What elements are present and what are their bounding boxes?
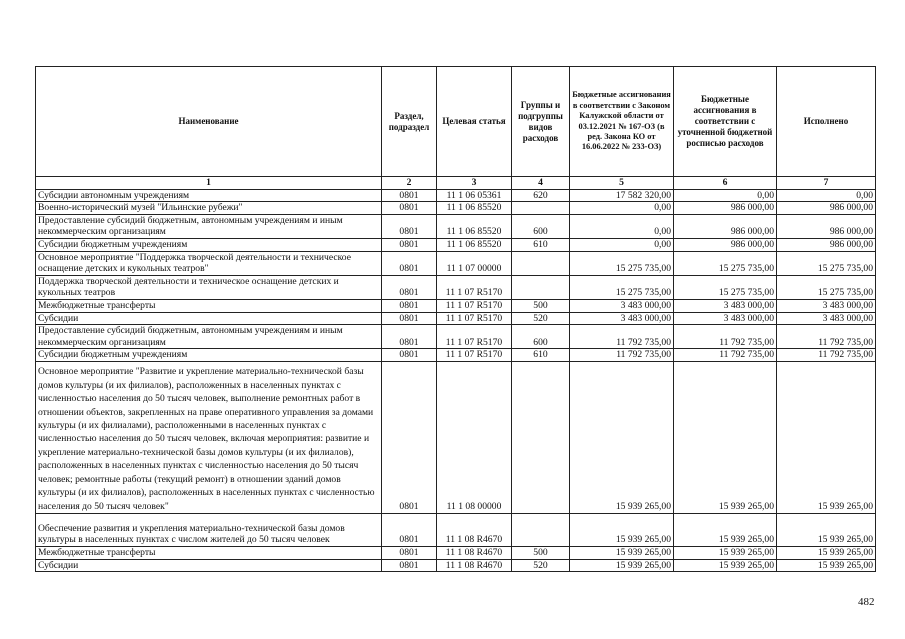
table-row bbox=[36, 361, 876, 513]
row-refined: 986 000,00 bbox=[674, 238, 777, 251]
row-section: 0801 bbox=[382, 275, 437, 299]
row-name: Субсидии автономным учреждениям bbox=[36, 189, 382, 202]
row-section: 0801 bbox=[382, 546, 437, 559]
row-target: 11 1 07 R5170 bbox=[437, 312, 512, 325]
row-section: 0801 bbox=[382, 214, 437, 238]
row-law: 0,00 bbox=[570, 202, 674, 215]
row-section: 0801 bbox=[382, 189, 437, 202]
budget-table bbox=[35, 66, 876, 572]
row-group: 500 bbox=[512, 299, 570, 312]
row-executed: 15 275 735,00 bbox=[777, 251, 876, 275]
row-name: Межбюджетные трансферты bbox=[36, 299, 382, 312]
row-name: Субсидии bbox=[36, 312, 382, 325]
row-refined: 15 939 265,00 bbox=[674, 361, 777, 513]
row-refined: 11 792 735,00 bbox=[674, 325, 777, 349]
row-group: 610 bbox=[512, 238, 570, 251]
row-law: 15 939 265,00 bbox=[570, 546, 674, 559]
row-law: 17 582 320,00 bbox=[570, 189, 674, 202]
row-section: 0801 bbox=[382, 349, 437, 362]
row-executed: 3 483 000,00 bbox=[777, 312, 876, 325]
header-row bbox=[36, 67, 876, 177]
header-assign-refined: Бюджетные ассигнования в соответствии с уточненной бюджетной росписью расходов bbox=[674, 67, 777, 177]
row-executed: 3 483 000,00 bbox=[777, 299, 876, 312]
row-target: 11 1 06 05361 bbox=[437, 189, 512, 202]
row-section: 0801 bbox=[382, 238, 437, 251]
row-group: 610 bbox=[512, 349, 570, 362]
row-refined: 15 275 735,00 bbox=[674, 275, 777, 299]
row-refined: 3 483 000,00 bbox=[674, 312, 777, 325]
row-law: 15 939 265,00 bbox=[570, 361, 674, 513]
row-group: 500 bbox=[512, 546, 570, 559]
row-section: 0801 bbox=[382, 312, 437, 325]
row-target: 11 1 07 R5170 bbox=[437, 299, 512, 312]
row-refined: 986 000,00 bbox=[674, 202, 777, 215]
row-executed: 15 275 735,00 bbox=[777, 275, 876, 299]
row-name: Основное мероприятие "Поддержка творческой деятельности и техническое оснащение детских и кукольных театров" bbox=[36, 251, 382, 275]
row-refined: 986 000,00 bbox=[674, 214, 777, 238]
row-target: 11 1 08 R4670 bbox=[437, 513, 512, 546]
row-refined: 15 275 735,00 bbox=[674, 251, 777, 275]
row-name: Предоставление субсидий бюджетным, автономным учреждениям и иным некоммерческим организациям bbox=[36, 214, 382, 238]
row-target: 11 1 07 R5170 bbox=[437, 325, 512, 349]
table-row bbox=[36, 214, 876, 238]
row-group: 600 bbox=[512, 214, 570, 238]
row-group bbox=[512, 202, 570, 215]
row-law: 0,00 bbox=[570, 214, 674, 238]
header-executed: Исполнено bbox=[777, 67, 876, 177]
column-number-row bbox=[36, 177, 876, 190]
row-target: 11 1 08 R4670 bbox=[437, 546, 512, 559]
header-name: Наименование bbox=[36, 67, 382, 177]
row-name: Субсидии бюджетным учреждениям bbox=[36, 238, 382, 251]
row-executed: 986 000,00 bbox=[777, 214, 876, 238]
row-refined: 11 792 735,00 bbox=[674, 349, 777, 362]
column-number: 3 bbox=[437, 177, 512, 190]
table-row bbox=[36, 559, 876, 572]
row-section: 0801 bbox=[382, 299, 437, 312]
table-row bbox=[36, 312, 876, 325]
row-law: 15 275 735,00 bbox=[570, 251, 674, 275]
row-law: 3 483 000,00 bbox=[570, 312, 674, 325]
row-executed: 0,00 bbox=[777, 189, 876, 202]
row-refined: 0,00 bbox=[674, 189, 777, 202]
row-target: 11 1 06 85520 bbox=[437, 202, 512, 215]
table-row bbox=[36, 275, 876, 299]
table-row bbox=[36, 251, 876, 275]
row-refined: 15 939 265,00 bbox=[674, 546, 777, 559]
row-executed: 11 792 735,00 bbox=[777, 349, 876, 362]
table-row bbox=[36, 349, 876, 362]
table-row bbox=[36, 299, 876, 312]
row-law: 3 483 000,00 bbox=[570, 299, 674, 312]
row-name: Поддержка творческой деятельности и техническое оснащение детских и кукольных театров bbox=[36, 275, 382, 299]
row-name: Предоставление субсидий бюджетным, автономным учреждениям и иным некоммерческим организациям bbox=[36, 325, 382, 349]
row-name: Субсидии бюджетным учреждениям bbox=[36, 349, 382, 362]
row-target: 11 1 06 85520 bbox=[437, 214, 512, 238]
row-group bbox=[512, 251, 570, 275]
row-law: 15 939 265,00 bbox=[570, 559, 674, 572]
header-section: Раздел, подраздел bbox=[382, 67, 437, 177]
row-executed: 15 939 265,00 bbox=[777, 513, 876, 546]
column-number: 5 bbox=[570, 177, 674, 190]
header-groups: Группы и подгруппы видов расходов bbox=[512, 67, 570, 177]
row-law: 15 939 265,00 bbox=[570, 513, 674, 546]
row-refined: 15 939 265,00 bbox=[674, 559, 777, 572]
row-section: 0801 bbox=[382, 559, 437, 572]
row-law: 0,00 bbox=[570, 238, 674, 251]
row-executed: 15 939 265,00 bbox=[777, 546, 876, 559]
row-group: 600 bbox=[512, 325, 570, 349]
row-refined: 15 939 265,00 bbox=[674, 513, 777, 546]
row-target: 11 1 06 85520 bbox=[437, 238, 512, 251]
row-target: 11 1 08 R4670 bbox=[437, 559, 512, 572]
row-executed: 15 939 265,00 bbox=[777, 361, 876, 513]
row-group: 520 bbox=[512, 559, 570, 572]
row-target: 11 1 07 00000 bbox=[437, 251, 512, 275]
page-number: 482 bbox=[858, 596, 875, 608]
column-number: 1 bbox=[36, 177, 382, 190]
row-refined: 3 483 000,00 bbox=[674, 299, 777, 312]
row-executed: 986 000,00 bbox=[777, 202, 876, 215]
table-row bbox=[36, 238, 876, 251]
row-target: 11 1 08 00000 bbox=[437, 361, 512, 513]
row-section: 0801 bbox=[382, 325, 437, 349]
header-assign-law: Бюджетные ассигнования в соответствии с Законом Калужской области от 03.12.2021 № 167-ОЗ (в ред. Закона КО от 16.06.2022 № 233-ОЗ) bbox=[570, 67, 674, 177]
row-law: 11 792 735,00 bbox=[570, 325, 674, 349]
table-row bbox=[36, 513, 876, 546]
column-number: 7 bbox=[777, 177, 876, 190]
row-name: Военно-исторический музей "Ильинские рубежи" bbox=[36, 202, 382, 215]
row-section: 0801 bbox=[382, 202, 437, 215]
row-law: 15 275 735,00 bbox=[570, 275, 674, 299]
column-number: 4 bbox=[512, 177, 570, 190]
table-row bbox=[36, 546, 876, 559]
header-target: Целевая статья bbox=[437, 67, 512, 177]
row-name: Межбюджетные трансферты bbox=[36, 546, 382, 559]
column-number: 2 bbox=[382, 177, 437, 190]
row-name: Субсидии bbox=[36, 559, 382, 572]
row-name: Обеспечение развития и укрепления материально-технической базы домов культуры в населенных пунктах с числом жителей до 50 тысяч человек bbox=[36, 513, 382, 546]
row-target: 11 1 07 R5170 bbox=[437, 275, 512, 299]
row-executed: 15 939 265,00 bbox=[777, 559, 876, 572]
row-executed: 11 792 735,00 bbox=[777, 325, 876, 349]
row-target: 11 1 07 R5170 bbox=[437, 349, 512, 362]
row-executed: 986 000,00 bbox=[777, 238, 876, 251]
table-row bbox=[36, 189, 876, 202]
row-group: 520 bbox=[512, 312, 570, 325]
row-group bbox=[512, 275, 570, 299]
table-row bbox=[36, 202, 876, 215]
row-section: 0801 bbox=[382, 251, 437, 275]
row-law: 11 792 735,00 bbox=[570, 349, 674, 362]
row-section: 0801 bbox=[382, 513, 437, 546]
table-row bbox=[36, 325, 876, 349]
row-group bbox=[512, 513, 570, 546]
row-group bbox=[512, 361, 570, 513]
row-group: 620 bbox=[512, 189, 570, 202]
row-section: 0801 bbox=[382, 361, 437, 513]
row-name: Основное мероприятие "Развитие и укрепление материально-технической базы домов культуры (и их филиалов), расположенных в населенных пунктах с численностью населения до 50 тысяч человек, выполнение ремонтных работ в отношении объектов, закрепленных на праве оперативного управления за домами культуры (и их филиалами), расположенными в населенных пунктах с численностью населения до 50 тысяч человек, включая мероприятия: развитие и укрепление материально-технической базы домов культуры (и их филиалов), расположенных в населенных пунктах с численностью населения до 50 тысяч человек; ремонтные работы (текущий ремонт) в отношении зданий домов культуры (и их филиалов), расположенных в населенных пунктах с численностью населения до 50 тысяч человек" bbox=[36, 361, 382, 513]
column-number: 6 bbox=[674, 177, 777, 190]
